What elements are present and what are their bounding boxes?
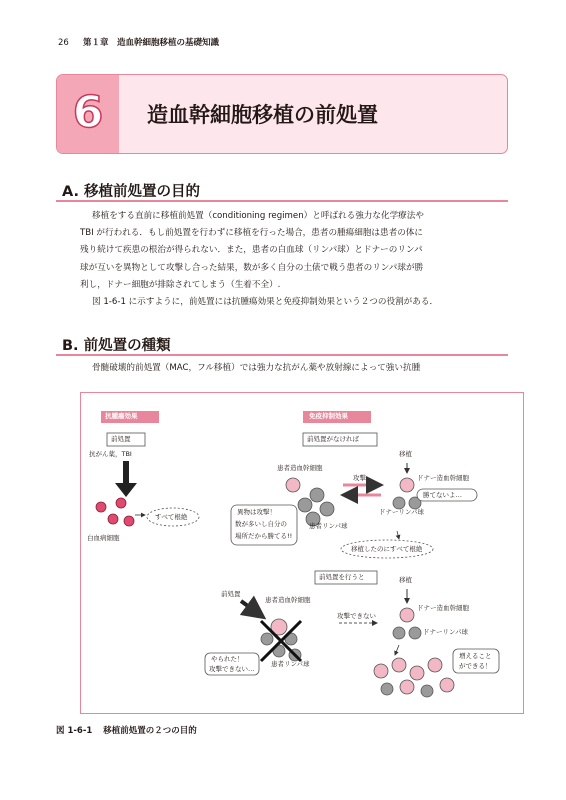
body-line: 球が互いを異物として攻撃し合った結果，数が多く自分の土俵で戦う患者のリンパ球が勝 xyxy=(80,262,424,273)
eradicate-label: すべて根絶 xyxy=(155,513,188,521)
section-a-heading xyxy=(56,180,508,202)
body-line: 骨髄破壊的前処置（MAC，フル移植）では強力な抗がん薬や放射線によって強い抗腫 xyxy=(92,363,421,373)
attack-label: 攻撃 xyxy=(353,474,366,482)
donor-stem-label-bottom: ドナー造血幹細胞 xyxy=(417,604,469,612)
body-line: 図 1-6-1 に示すように，前処置には抗腫瘍効果と免疫抑制効果という２つの役割がある． xyxy=(92,297,439,308)
transplant-label-bottom: 移植 xyxy=(399,576,412,584)
no-conditioning-label: 前処置がなければ xyxy=(307,435,359,443)
leukemia-cells xyxy=(96,498,134,526)
with-conditioning-label: 前処置を行うと xyxy=(319,573,365,581)
patient-stem-label-bottom: 患者造血幹細胞 xyxy=(265,596,311,604)
expanded-donor-cells xyxy=(374,658,454,697)
result-arrow-top xyxy=(397,531,399,539)
patient-stem-label-top: 患者造血幹細胞 xyxy=(277,464,323,472)
defeated-bubble-line-1: やられた！ xyxy=(211,655,244,663)
chapter-title-box xyxy=(56,74,508,154)
donor-lymph-label-bottom: ドナーリンパ球 xyxy=(423,628,469,636)
down-arrow-head xyxy=(115,483,137,497)
figure-1-6-1 xyxy=(80,392,524,714)
body-line: 利し，ドナー細胞が排除されてしまう（生着不全）. xyxy=(80,279,281,290)
down-arrow-shaft xyxy=(123,461,129,485)
immuno-badge: 免疫抑制効果 xyxy=(309,412,348,420)
cant-win-label: 勝てないよ… xyxy=(423,491,462,499)
section-a-rule xyxy=(56,200,508,202)
anti-tumor-badge: 抗腫瘍効果 xyxy=(105,412,138,420)
conditioning-arrow xyxy=(241,601,263,617)
patient-lymph-label-bottom: 患者リンパ球 xyxy=(271,660,310,668)
body-line: TBI が行われる．もし前処置を行わずに移植を行った場合，患者の腫瘍細胞は患者の体に xyxy=(80,228,423,239)
donor-lymph-label-top: ドナーリンパ球 xyxy=(379,508,425,516)
body-line: 移植をする直前に移植前処置（conditioning regimen）と呼ばれる強力な化学療法や xyxy=(92,211,424,221)
section-b-heading xyxy=(56,334,508,356)
conditioning-label-bottom: 前処置 xyxy=(221,590,241,598)
section-a-body xyxy=(80,208,508,311)
transplant-label-top: 移植 xyxy=(399,450,412,458)
chapter-number: 6 xyxy=(72,87,104,138)
defeated-bubble-line-2: 攻撃できない… xyxy=(209,665,255,673)
agents-label: 抗がん薬，TBI xyxy=(89,450,132,458)
growth-arrow xyxy=(395,645,399,655)
section-a-title: A. 移植前処置の目的 xyxy=(62,184,201,200)
attack-bubble-line-2: 数が多いし自分の xyxy=(235,520,287,528)
conditioning-box-left-label: 前処置 xyxy=(111,435,131,443)
can-grow-line-2: ができる！ xyxy=(459,662,492,670)
attack-bubble-line-3: 場所だから勝てる!! xyxy=(235,532,293,540)
donor-cells-bottom xyxy=(393,608,421,639)
section-b-body xyxy=(80,360,508,377)
can-grow-line-1: 増えること xyxy=(459,652,492,660)
section-b-title: B. 前処置の種類 xyxy=(62,338,171,354)
patient-lymph-label-top: 患者リンパ球 xyxy=(309,522,348,530)
chapter-title: 造血幹細胞移植の前処置 xyxy=(147,103,378,127)
cannot-attack-label: 攻撃できない xyxy=(337,612,376,620)
page-number: 26 xyxy=(58,38,69,48)
donor-stem-label-top: ドナー造血幹細胞 xyxy=(417,474,469,482)
chapter-number-panel xyxy=(57,75,119,153)
attack-bubble-line-1: 異物は攻撃！ xyxy=(237,508,276,516)
eradicated-result-label: 移植したのにすべて根絶 xyxy=(351,545,423,553)
body-line: 残り続けて疾患の根治が得られない．また，患者の白血球（リンパ球）とドナーのリンパ xyxy=(80,245,423,256)
figure-number: 図 1-6-1 xyxy=(56,726,93,736)
figure-caption xyxy=(56,724,197,736)
leukemia-label: 白血病細胞 xyxy=(87,534,120,542)
running-head xyxy=(58,36,219,48)
section-b-rule xyxy=(56,354,508,356)
chapter-label: 第１章 造血幹細胞移植の基礎知識 xyxy=(82,38,219,48)
figure-caption-text: 移植前処置の２つの目的 xyxy=(103,726,197,736)
